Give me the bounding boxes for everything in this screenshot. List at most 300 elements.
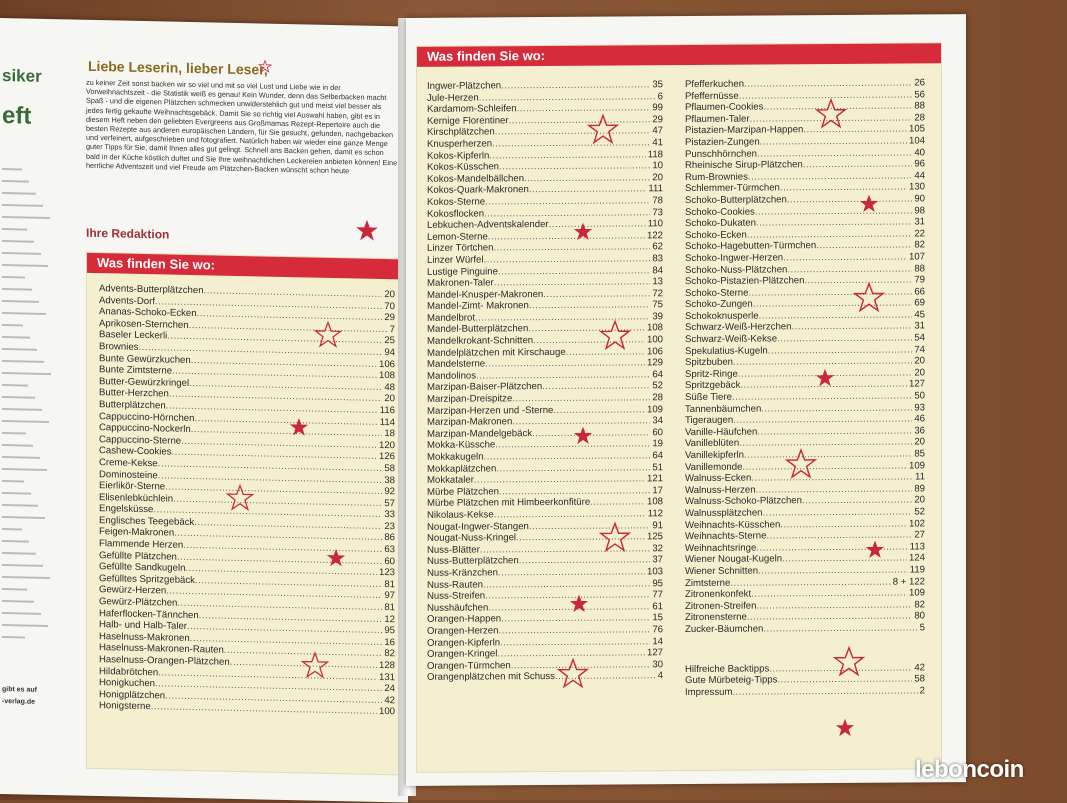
index-entry-name: Linzer Törtchen [427, 242, 494, 255]
brand-fragment-top: siker [2, 66, 42, 86]
index-entry-page: 95 [384, 625, 395, 637]
index-entry-name: Eierlikör-Sterne [99, 480, 166, 493]
index-entry-name: Creme-Kekse [99, 456, 158, 470]
margin-fine-print [2, 336, 30, 339]
index-entry-page: 66 [914, 286, 925, 298]
index-entry-page: 88 [914, 262, 925, 274]
index-entry-name: Knusperherzen [427, 138, 493, 150]
index-entry-name: Schoko-Butterplätzchen [685, 194, 787, 206]
index-entry-name: Nougat-Nuss-Kringel [427, 532, 517, 545]
index-entry-page: 19 [652, 438, 663, 450]
index-entry-name: Impressum [685, 686, 733, 698]
outline-star-icon [586, 113, 620, 147]
index-entry-name: Linzer Würfel [427, 254, 484, 266]
index-entry-name: Baseler Leckerli [99, 329, 168, 342]
index-entry-page: 77 [652, 589, 663, 601]
index-entry-page: 18 [384, 428, 395, 440]
margin-fine-print [2, 168, 22, 170]
index-entry-page: 76 [652, 624, 663, 636]
margin-fine-print [2, 516, 45, 519]
index-entry-name: Mokkakugeln [427, 451, 484, 463]
index-entry-name: Advents-Dorf [99, 294, 155, 307]
index-entry-name: Mokkataler [427, 474, 474, 487]
index-entry-page: 57 [384, 497, 395, 509]
index-entry-page: 127 [908, 378, 925, 390]
index-entry-page: 69 [914, 297, 925, 309]
index-entry-page: 39 [652, 311, 663, 323]
index-entry-page: 129 [646, 357, 663, 369]
index-entry-name: Marzipan-Mandelgebäck [427, 427, 533, 440]
index-entry-page: 64 [652, 450, 663, 462]
index-entry-name: Schoko-Ecken [685, 229, 747, 241]
index-entry-name: Haselnuss-Orangen-Plätzchen [99, 654, 230, 668]
index-entry-name: Zitronen-Streifen [685, 600, 757, 612]
dot-leader [590, 497, 645, 509]
index-entry-name: Kokosflocken [427, 207, 485, 220]
index-entry-name: Gefüllte Sandkugeln [99, 561, 186, 575]
index-entry-name: Spekulatius-Kugeln [685, 345, 768, 357]
index-entry-page: 60 [652, 427, 663, 439]
margin-fine-print [2, 348, 37, 351]
index-entry-name: Engelsküsse [99, 503, 154, 516]
left-page [0, 18, 408, 803]
margin-fine-print [2, 360, 44, 363]
index-entry-page: 108 [646, 322, 663, 334]
dot-leader [787, 263, 912, 275]
index-entry-page: 108 [378, 370, 395, 382]
index-entry-page: 14 [652, 635, 663, 647]
index-entry-name: Englisches Teegebäck [99, 514, 195, 528]
index-entry-page: 51 [652, 461, 663, 473]
margin-fine-print [2, 288, 32, 291]
margin-fine-print [2, 264, 48, 267]
index-entry-page: 119 [909, 564, 925, 576]
index-entry-page: 121 [646, 473, 663, 485]
brand-fragment-bottom: eft [2, 102, 32, 130]
index-entry-name: Nuss-Butterplätzchen [427, 555, 519, 568]
index-entry-page: 72 [652, 287, 663, 299]
margin-link-line-2: -verlag.de [2, 698, 36, 706]
index-entry-name: Schoko-Ingwer-Herzen [685, 252, 784, 264]
index-entry-name: Lemon-Sterne [427, 231, 488, 243]
right-index-column-1 [427, 79, 663, 684]
index-entry-page: 33 [384, 509, 395, 521]
index-entry-page: 99 [652, 102, 663, 114]
index-entry-name: Pistazien-Zungen [685, 136, 760, 149]
index-entry-page: 70 [384, 300, 395, 312]
index-entry-name: Marzipan-Dreispitze [427, 393, 513, 405]
index-entry-page: 106 [378, 358, 395, 370]
dot-leader [519, 555, 651, 568]
filled-star-icon [325, 547, 347, 569]
dot-leader [782, 553, 907, 565]
dot-leader [542, 381, 650, 393]
index-entry-name: Mandelkrokant-Schnitten [427, 335, 534, 347]
index-entry-name: Butterplätzchen [99, 399, 166, 412]
index-entry-name: Kokos-Quark-Makronen [427, 184, 529, 197]
index-entry-name: Mandelsterne [427, 358, 486, 371]
index-entry-name: Mandel-Zimt- Makronen [427, 300, 529, 313]
filled-star-icon [354, 217, 380, 244]
dot-leader [500, 636, 650, 649]
index-entry-name: Cappuccino-Sterne [99, 433, 182, 447]
index-entry-name: Mandelplätzchen mit Kirschauge [427, 346, 566, 359]
index-entry-name: Cappuccino-Hörnchen [99, 410, 195, 424]
watermark-logo: leboncoin [915, 756, 1024, 783]
dot-leader [802, 495, 912, 507]
index-entry-page: 17 [652, 484, 663, 497]
index-entry-name: Orangen-Happen [427, 613, 502, 626]
outline-star-icon [313, 320, 343, 351]
index-entry-name: Butter-Herzchen [99, 387, 169, 400]
dot-leader [780, 518, 907, 530]
index-entry-page: 30 [652, 658, 663, 670]
index-entry-page: 86 [384, 532, 395, 544]
index-entry-page: 78 [652, 195, 663, 207]
index-entry-name: Kirschplätzchen [427, 126, 495, 139]
index-entry-page: 20 [914, 355, 925, 367]
index-entry-page: 107 [908, 251, 925, 263]
margin-fine-print [2, 444, 33, 447]
index-entry-name: Kokos-Küsschen [427, 161, 499, 174]
index-entry-name: Gewürz-Herzen [99, 584, 167, 597]
index-entry-name: Flammende Herzen [99, 538, 184, 551]
index-entry-name: Brownies [99, 341, 139, 353]
index-entry-name: Hilfreiche Backtipps [685, 662, 770, 675]
index-entry-name: Marzipan-Baiser-Plätzchen [427, 381, 543, 394]
index-entry-name: Mürbe Plätzchen [427, 486, 499, 498]
index-entry-page: 90 [914, 193, 925, 205]
index-entry-name: Mandel-Butterplätzchen [427, 323, 529, 336]
index-entry-page: 82 [384, 648, 395, 660]
index-entry-page: 84 [652, 264, 663, 276]
right-index-title: Was finden Sie wo: [417, 43, 941, 67]
index-entry-name: Mandel-Knusper-Makronen [427, 288, 544, 301]
index-entry-name: Süße Tiere [685, 391, 732, 404]
index-entry-name: Ingwer-Plätzchen [427, 80, 502, 92]
index-entry-page: 29 [652, 113, 663, 126]
index-entry-name: Rheinische Sirup-Plätzchen [685, 159, 803, 172]
index-entry-page: 63 [384, 544, 395, 556]
index-entry-page: 54 [914, 332, 925, 344]
index-entry-name: Gewürz-Plätzchen [99, 596, 178, 609]
index-entry-name: Weihnachtsringe [685, 542, 757, 554]
right-index-column-2 [685, 77, 925, 698]
index-entry-page: 124 [908, 552, 925, 564]
index-entry-name: Ananas-Schoko-Ecken [99, 306, 197, 320]
index-entry-page: 28 [914, 112, 925, 124]
margin-fine-print [2, 456, 40, 459]
index-entry-page: 109 [908, 459, 925, 472]
right-page [406, 14, 966, 786]
index-entry-page: 44 [914, 170, 925, 182]
index-entry-page: 123 [378, 567, 395, 579]
index-entry-name: Gefüllte Plätzchen [99, 549, 177, 563]
index-entry-name: Honigsterne [99, 700, 151, 713]
index-entry-page: 112 [647, 508, 663, 520]
dot-leader [761, 402, 912, 415]
filled-star-icon [814, 367, 836, 389]
outline-star-icon [784, 447, 818, 481]
outline-star-icon [814, 97, 848, 131]
index-entry-page: 35 [652, 79, 663, 91]
index-entry-name: Haferflocken-Tännchen [99, 607, 199, 621]
index-entry-page: 82 [914, 239, 925, 251]
index-entry-name: Hildabrötchen [99, 665, 159, 678]
dot-leader [509, 114, 651, 127]
index-entry-page: 38 [384, 474, 395, 486]
index-entry-name: Spritz-Ringe [685, 368, 738, 380]
index-entry-page: 34 [652, 415, 663, 427]
index-entry [427, 670, 663, 683]
index-entry-name: Orangenplätzchen mit Schuss [427, 671, 555, 684]
margin-fine-print [2, 600, 34, 603]
index-entry-page: 103 [646, 566, 663, 578]
dot-leader [768, 344, 913, 357]
index-entry-name: Cappuccino-Nockerln [99, 422, 191, 436]
index-entry-page: 114 [379, 416, 395, 428]
index-entry-page: 15 [652, 612, 663, 624]
index-entry-page: 37 [652, 554, 663, 566]
outline-star-icon [832, 645, 866, 679]
index-entry-name: Kokos-Sterne [427, 196, 486, 208]
index-entry-page: 11 [915, 471, 925, 483]
index-entry-page: 47 [652, 125, 663, 137]
index-entry-name: Pfefferkuchen [685, 78, 745, 91]
index-entry-page: 97 [384, 590, 395, 602]
index-entry-page: 81 [384, 578, 395, 591]
index-entry-name: Nuss-Kränzchen [427, 567, 498, 579]
editorial-signature: Ihre Redaktion [86, 225, 170, 242]
margin-fine-print [2, 252, 41, 255]
left-index-card [86, 252, 406, 776]
outline-star-icon [258, 59, 272, 73]
index-entry-name: Nusshäufchen [427, 602, 489, 614]
index-entry-page: 82 [914, 599, 925, 611]
index-entry-page: 45 [914, 309, 925, 321]
dot-leader [816, 240, 912, 252]
index-entry-page: 109 [646, 403, 663, 415]
index-entry-page: 26 [914, 77, 925, 89]
filled-star-icon [288, 416, 310, 438]
dot-leader [529, 300, 650, 312]
index-entry-page: 40 [914, 146, 925, 159]
filled-star-icon [834, 717, 856, 739]
index-entry-page: 20 [384, 393, 395, 405]
margin-fine-print [2, 624, 48, 627]
index-entry-name: Jule-Herzen [427, 92, 479, 104]
index-entry-page: 16 [384, 636, 395, 649]
dot-leader [763, 506, 913, 519]
index-entry-name: Marzipan-Makronen [427, 416, 513, 429]
index-entry-name: Gefülltes Spritzgebäck [99, 572, 195, 586]
index-entry-page: 130 [908, 181, 925, 193]
dot-leader [791, 321, 912, 333]
index-entry-page: 20 [652, 171, 663, 184]
margin-fine-print [2, 588, 27, 591]
margin-fine-print [2, 180, 29, 183]
index-entry-name: Spitzbuben [685, 356, 734, 369]
filled-star-icon [568, 593, 590, 615]
index-entry-name: Pistazien-Marzipan-Happen [685, 124, 804, 137]
index-entry-page: 88 [914, 100, 925, 112]
index-entry-page: 20 [914, 367, 925, 379]
index-entry-page: 100 [646, 334, 663, 346]
outline-star-icon [556, 657, 590, 691]
index-entry-name: Walnuss-Ecken [685, 472, 752, 485]
index-entry-page: 100 [378, 706, 395, 718]
index-entry-page: 102 [908, 517, 925, 530]
index-entry-name: Halb- und Halb-Taler [99, 619, 187, 633]
index-entry-name: Advents-Butterplätzchen [99, 283, 204, 297]
index-entry-page: 23 [384, 520, 395, 533]
index-entry-name: Walnuss-Schoko-Plätzchen [685, 495, 802, 508]
outline-star-icon [598, 318, 632, 352]
list-spacer [685, 634, 925, 664]
index-entry-name: Weihnachts-Sterne [685, 530, 767, 543]
index-entry-page: 12 [384, 613, 395, 625]
margin-fine-print [2, 276, 25, 278]
index-entry-page: 116 [379, 404, 395, 417]
index-entry-page: 31 [914, 320, 925, 332]
index-entry-name: Schoko-Zungen [685, 298, 753, 311]
index-entry-name: Zimtsterne [685, 577, 731, 589]
index-entry-page: 27 [914, 529, 925, 541]
dot-leader [787, 193, 912, 205]
index-entry-page: 41 [652, 137, 663, 149]
margin-fine-print [2, 312, 46, 315]
margin-fine-print [2, 408, 42, 411]
index-entry-page: 52 [652, 380, 663, 392]
index-entry-page: 20 [914, 494, 925, 506]
index-entry-page: 36 [914, 425, 925, 437]
index-entry-name: Pfeffernüsse [685, 90, 739, 102]
index-entry-name: Vanille-Häufchen [685, 426, 758, 438]
index-entry-name: Zitronenkonfekt [685, 588, 752, 601]
index-entry-name: Mandelbrot [427, 312, 475, 324]
index-entry-page: 91 [652, 519, 663, 531]
margin-fine-print [2, 540, 29, 543]
index-entry-page: 110 [647, 218, 663, 230]
index-entry-name: Pflaumen-Taler [685, 113, 750, 125]
editorial-greeting: Liebe Leserin, lieber Leser, [88, 57, 268, 78]
margin-fine-print [2, 432, 26, 435]
index-entry-name: Vanillemonde [685, 461, 743, 473]
index-entry-name: Haselnuss-Makronen [99, 630, 190, 644]
index-entry-name: Weihnachts-Küsschen [685, 518, 781, 531]
index-entry-page: 13 [652, 276, 663, 288]
index-entry-page: 4 [657, 670, 663, 682]
index-entry-page: 20 [384, 289, 395, 301]
index-entry-name: Kokos-Mandelbällchen [427, 172, 525, 185]
index-entry-page: 85 [914, 448, 925, 460]
index-entry-page: 105 [908, 123, 925, 135]
index-entry-page: 50 [914, 390, 925, 402]
index-entry-name: Honigkuchen [99, 677, 156, 690]
index-entry-page: 131 [378, 671, 395, 683]
index-entry-name: Zucker-Bäumchen [685, 623, 764, 635]
index-entry-page: 61 [652, 600, 663, 612]
index-entry-name: Wiener Schnitten [685, 565, 759, 577]
index-entry-page: 128 [378, 659, 395, 672]
dot-leader [760, 135, 907, 148]
dot-leader [763, 622, 917, 635]
dot-leader [803, 159, 912, 171]
index-entry-name: Schoko-Sterne [685, 287, 749, 299]
index-entry-name: Nuss-Blätter [427, 544, 480, 556]
dot-leader [529, 520, 650, 532]
outline-star-icon [300, 650, 330, 681]
index-entry-page: 7 [389, 323, 395, 336]
index-entry-page: 5 [919, 622, 925, 634]
filled-star-icon [858, 193, 880, 215]
dot-leader [780, 182, 907, 194]
index-entry-page: 89 [914, 483, 925, 495]
index-entry-page: 109 [908, 587, 925, 599]
index-entry-name: Schoko-Cookies [685, 206, 755, 218]
margin-fine-print [2, 552, 36, 555]
dot-leader [512, 392, 650, 405]
margin-fine-print [2, 192, 36, 195]
index-entry-page: 42 [914, 661, 925, 673]
margin-fine-print [2, 300, 39, 303]
index-entry-name: Haselnuss-Makronen-Rauten [99, 642, 224, 657]
index-entry-name: Nuss-Rauten [427, 578, 483, 591]
index-entry-name: Lustige Pinguine [427, 265, 498, 278]
index-entry-name: Elisenlebküchlein [99, 491, 174, 505]
index-entry-name: Schoko-Pistazien-Plätzchen [685, 275, 805, 288]
index-entry-name: Honigplätzchen [99, 688, 166, 702]
index-entry-name: Mürbe Plätzchen mit Himbeerkonfitüre [427, 497, 591, 510]
index-entry-name: Schokoknusperle [685, 310, 759, 322]
dot-leader [529, 184, 647, 196]
margin-fine-print [2, 324, 23, 326]
dot-leader [766, 530, 912, 543]
index-entry-name: Mokkaplätzchen [427, 462, 497, 475]
index-entry-name: Vanillekipferln [685, 449, 745, 462]
index-entry-page: 58 [914, 673, 925, 685]
index-entry-page: 96 [914, 158, 925, 170]
margin-fine-print [2, 204, 43, 207]
dot-leader [501, 79, 650, 92]
index-entry-page: 24 [384, 683, 395, 695]
index-entry-name: Dominosteine [99, 468, 158, 481]
index-entry-page: 6 [657, 90, 663, 102]
index-entry-page: 52 [914, 506, 925, 518]
index-entry-page: 62 [652, 241, 663, 253]
index-entry [685, 685, 925, 698]
index-entry-name: Schwarz-Weiß-Kekse [685, 333, 778, 346]
index-entry-page: 126 [378, 451, 395, 463]
index-entry-page: 108 [646, 496, 663, 508]
index-entry-page: 79 [914, 274, 925, 286]
index-entry-page: 125 [646, 531, 663, 543]
index-entry-name: Wiener Nougat-Kugeln [685, 553, 783, 566]
filled-star-icon [572, 425, 594, 447]
margin-link-line-1: gibt es auf [2, 686, 38, 694]
index-entry-name: Lebkuchen-Adventskalender [427, 219, 549, 231]
margin-fine-print [2, 576, 50, 579]
margin-fine-print [2, 240, 34, 243]
index-entry-name: Punschhörnchen [685, 148, 758, 160]
margin-fine-print [2, 468, 47, 471]
index-entry-page: 127 [646, 647, 663, 659]
margin-fine-print [2, 492, 31, 495]
index-entry-page: 10 [652, 160, 663, 172]
index-entry-name: Bunte Gewürzkuchen [99, 352, 191, 366]
outline-star-icon [598, 520, 632, 554]
index-entry-page: 58 [384, 462, 395, 475]
